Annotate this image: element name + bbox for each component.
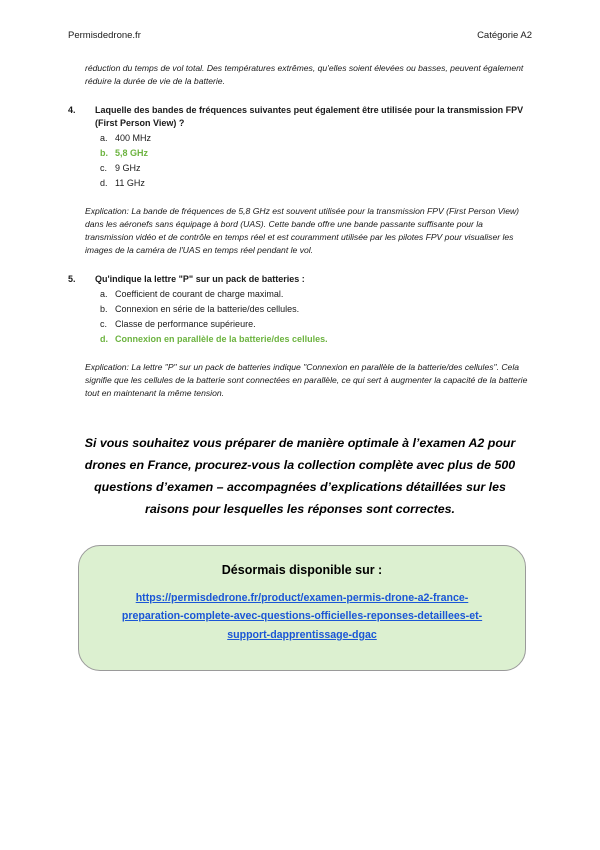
option-text: Coefficient de courant de charge maximal. (115, 289, 284, 299)
option-letter: b. (100, 147, 108, 158)
answer-option[interactable] (100, 287, 532, 302)
option-letter: a. (100, 132, 108, 143)
option-text: Connexion en série de la batterie/des cellules. (115, 304, 300, 314)
question-block (68, 273, 532, 400)
answer-options-list (68, 131, 532, 191)
page-header (68, 30, 532, 41)
question-number: 5. (68, 274, 76, 285)
option-text: Classe de performance supérieure. (115, 319, 256, 329)
answer-option[interactable] (100, 161, 532, 176)
option-letter: c. (100, 162, 108, 173)
option-letter: b. (100, 304, 108, 314)
promotional-paragraph: Si vous souhaitez vous préparer de manière optimale à l’examen A2 pour drones en France, procurez-vous la collection complète avec plus de 500 questions d’examen – accompagnées d’explications détaillées sur les raisons pour lesquelles les réponses sont correctes. (84, 435, 516, 516)
answer-option[interactable] (100, 131, 532, 146)
question-heading (68, 104, 532, 129)
document-content (68, 62, 532, 671)
option-letter: d. (100, 334, 108, 344)
product-link[interactable]: https://permisdedrone.fr/product/examen-permis-drone-a2-france-preparation-complete-avec-questions-officielles-reponses-detaillees-et-support-dapprentissage-dgac (121, 591, 483, 641)
option-text: 400 MHz (115, 132, 152, 143)
header-site-name: Permisdedrone.fr (68, 30, 141, 41)
explanation-text: Explication: La lettre "P" sur un pack de batteries indique "Connexion en parallèle de la batterie/des cellules". Cela signifie que les cellules de la batterie sont connectées en parallèle, ce qui sert à augmenter la capacité de la batterie tout en maintenant la même tension. (85, 362, 528, 399)
question-number: 4. (68, 105, 76, 116)
answer-option[interactable] (100, 176, 532, 191)
link-callout-box (78, 545, 526, 672)
question-heading (68, 273, 532, 286)
option-letter: a. (100, 289, 108, 299)
question-text: Qu'indique la lettre "P" sur un pack de batteries : (95, 274, 305, 285)
answer-option-correct[interactable] (100, 146, 532, 161)
option-text: 9 GHz (115, 162, 141, 173)
option-letter: d. (100, 177, 108, 188)
header-category: Catégorie A2 (477, 30, 532, 41)
option-letter: c. (100, 319, 108, 329)
answer-options-list (68, 287, 532, 347)
option-text: Connexion en parallèle de la batterie/des cellules. (115, 334, 328, 344)
answer-option[interactable] (100, 302, 532, 317)
answer-option-correct[interactable] (100, 332, 532, 347)
link-box-title: Désormais disponible sur : (221, 562, 383, 577)
answer-option[interactable] (100, 317, 532, 332)
intro-paragraph: réduction du temps de vol total. Des températures extrêmes, qu'elles soient élevées ou basses, peuvent également réduire la durée de vie de la batterie. (85, 63, 524, 87)
option-text: 11 GHz (115, 177, 145, 188)
explanation-text: Explication: La bande de fréquences de 5,8 GHz est souvent utilisée pour la transmission FPV (First Person View) dans les aéronefs sans équipage à bord (UAS). Cette bande offre une bande passante suffisante pour la transmission vidéo et de contrôle en temps réel et est couramment utilisée par les pilotes FPV pour visualiser les images de la caméra de l'UAS en temps réel pendant le vol. (85, 205, 520, 256)
question-text: Laquelle des bandes de fréquences suivantes peut également être utilisée pour la transmission FPV (First Person View) ? (95, 105, 524, 128)
question-block (68, 104, 532, 257)
option-text: 5,8 GHz (115, 147, 149, 158)
